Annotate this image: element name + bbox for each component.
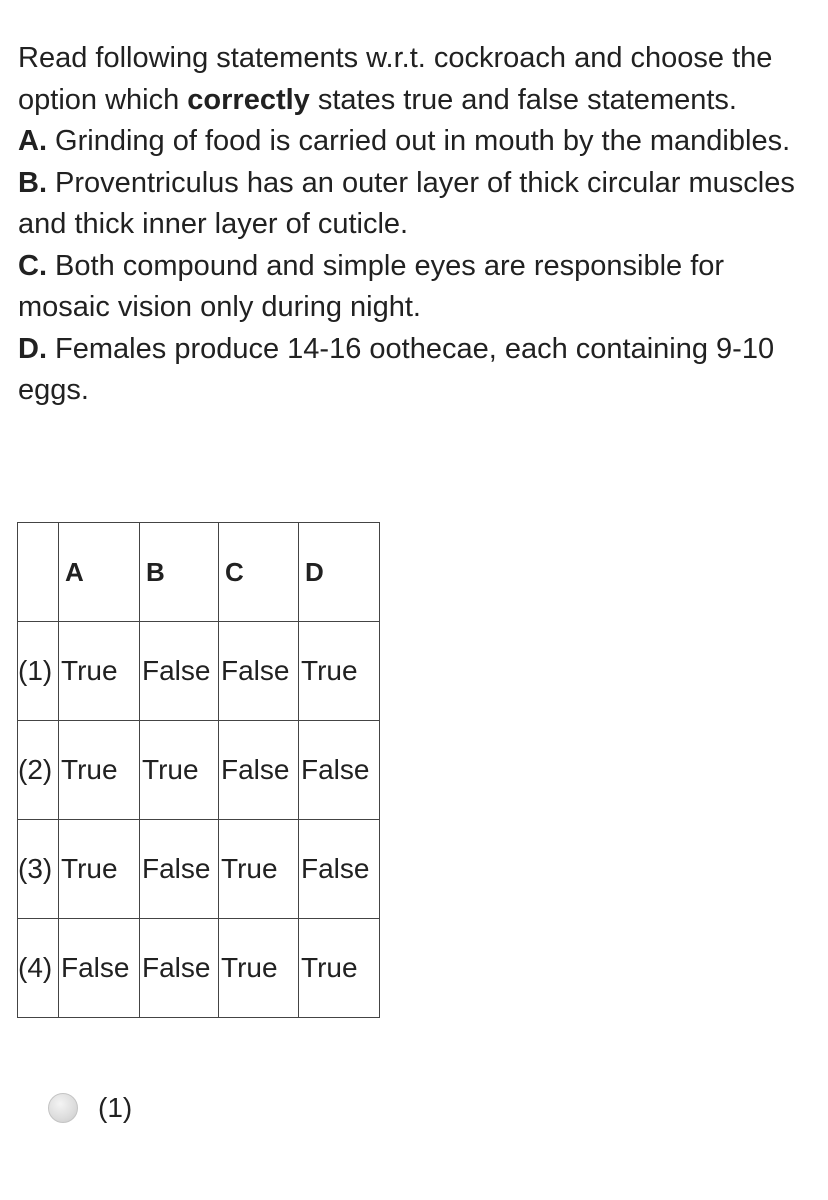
answer-option-label: (1) <box>98 1092 133 1123</box>
table-cell: (4) <box>18 919 59 1018</box>
question-text <box>18 38 808 412</box>
question-intro-text: Read following statements w.r.t. cockroach and choose the option which <box>18 42 773 116</box>
table-header-cell: C <box>219 523 299 622</box>
radio-button[interactable] <box>48 1093 78 1123</box>
statement-a <box>18 121 808 163</box>
table-cell: True <box>299 622 380 721</box>
table-row <box>18 919 380 1018</box>
table-header-cell <box>18 523 59 622</box>
question-intro <box>18 38 808 121</box>
table-cell: False <box>219 721 299 820</box>
options-table <box>17 522 380 1018</box>
table-row <box>18 622 380 721</box>
table-cell: True <box>59 721 140 820</box>
table-row <box>18 721 380 820</box>
statement-text: Proventriculus has an outer layer of thick circular muscles and thick inner layer of cuticle. <box>18 166 795 240</box>
table-header-cell: B <box>140 523 219 622</box>
statement-c <box>18 246 808 329</box>
statement-text: Females produce 14-16 oothecae, each containing 9-10 eggs. <box>18 332 775 406</box>
table-cell: False <box>140 622 219 721</box>
statement-text: Grinding of food is carried out in mouth by the mandibles. <box>47 125 791 157</box>
statement-letter: A. <box>18 125 47 157</box>
statement-letter: D. <box>18 332 47 365</box>
statement-text: Both compound and simple eyes are responsible for mosaic vision only during night. <box>18 249 725 323</box>
table-cell: True <box>59 622 140 721</box>
table-cell: True <box>219 919 299 1018</box>
table-cell: (1) <box>18 622 59 721</box>
table-cell: False <box>59 919 140 1018</box>
table-cell: (3) <box>18 820 59 919</box>
table-cell: False <box>299 820 380 919</box>
answer-option-1[interactable] <box>48 1092 132 1124</box>
table-cell: False <box>219 622 299 721</box>
table-header-cell: A <box>59 523 140 622</box>
table-header-cell: D <box>299 523 380 622</box>
table-cell: (2) <box>18 721 59 820</box>
question-intro-text-end: states true and false statements. <box>309 83 737 116</box>
table-cell: True <box>140 721 219 820</box>
statement-letter: B. <box>18 166 47 199</box>
table-cell: True <box>59 820 140 919</box>
table-cell: False <box>299 721 380 820</box>
table-cell: True <box>219 820 299 919</box>
table-cell: False <box>140 919 219 1018</box>
table-header-row <box>18 523 380 622</box>
table-row <box>18 820 380 919</box>
statement-b <box>18 163 808 246</box>
question-intro-emphasis: correctly <box>187 83 310 116</box>
table-cell: True <box>299 919 380 1018</box>
statement-letter: C. <box>18 249 47 282</box>
table-cell: False <box>140 820 219 919</box>
statement-d <box>18 329 808 412</box>
